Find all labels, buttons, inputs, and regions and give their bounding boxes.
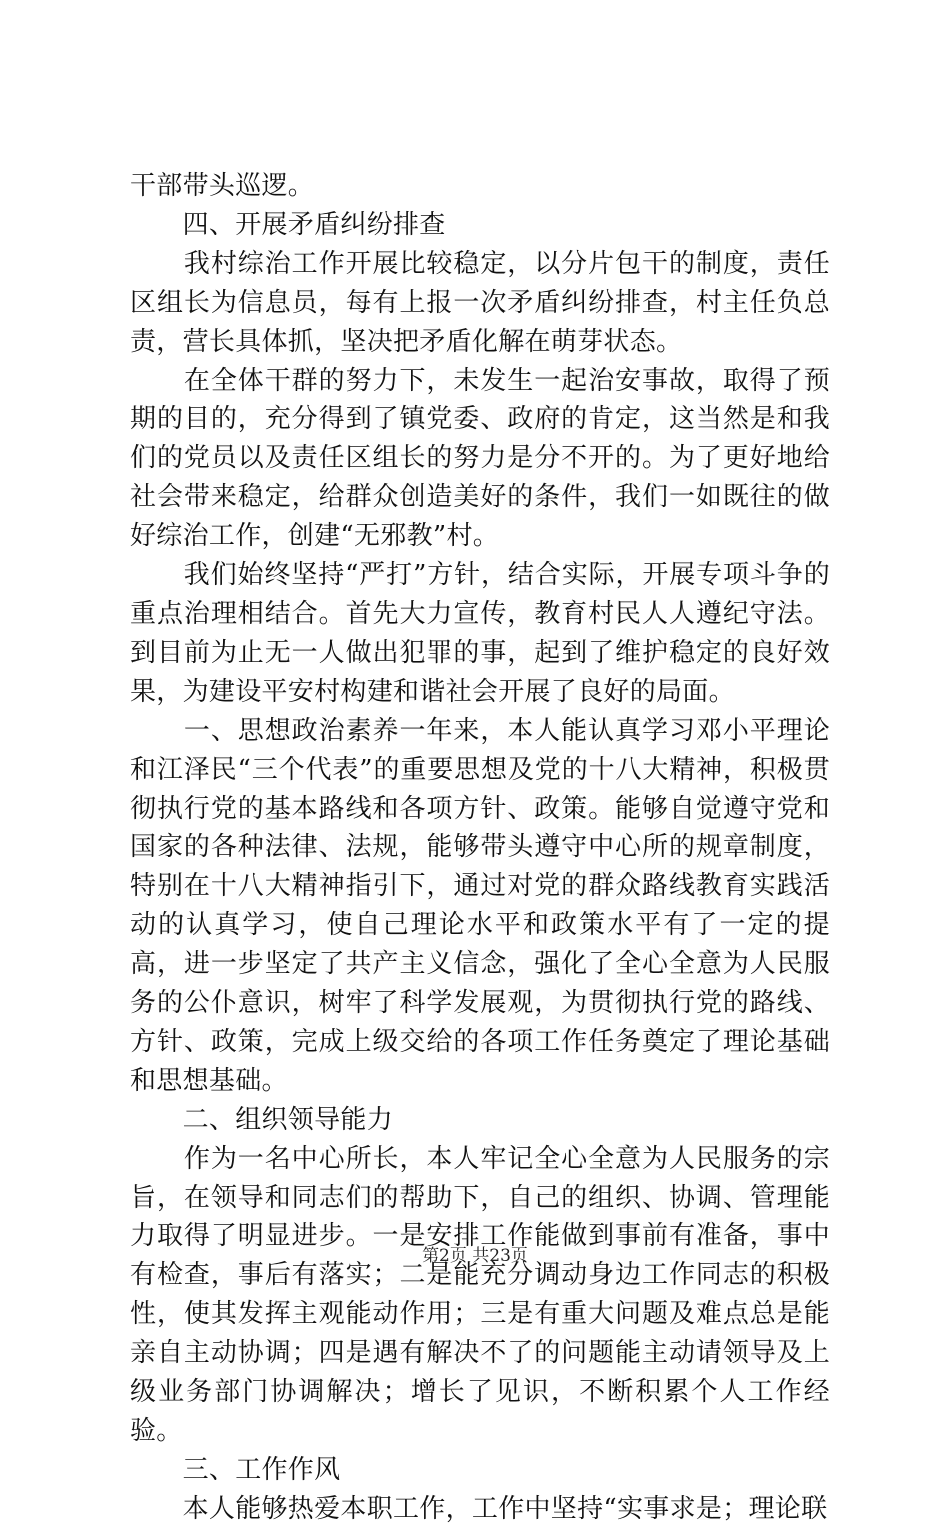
page-number-label: 第2页 共23页 [422,1246,528,1266]
page-footer [0,1241,950,1266]
paragraph-1: 干部带头巡逻。 [130,171,315,201]
paragraph-3: 我村综治工作开展比较稳定，以分片包干的制度，责任区组长为信息员，每有上报一次矛盾纠纷排查，村主任负总责，营长具体抓，坚决把矛盾化解在萌芽状态。 [130,248,830,357]
heading-section-3: 三、工作作风 [130,1454,341,1485]
paragraph-4: 在全体干群的努力下，未发生一起治安事故，取得了预期的目的，充分得到了镇党委、政府的肯定，这当然是和我们的党员以及责任区组长的努力是分不开的。为了更好地给社会带来稳定，给群众创造美好的条件，我们一如既往的做好综治工作，创建“无邪教”村。 [130,365,830,552]
paragraph-6: 一、思想政治素养一年来，本人能认真学习邓小平理论和江泽民“三个代表”的重要思想及党的十八大精神，积极贯彻执行党的基本路线和各项方针、政策。能够自觉遵守党和国家的各种法律、法规，能够带头遵守中心所的规章制度，特别在十八大精神指引下，通过对党的群众路线教育实践活动的认真学习，使自己理论水平和政策水平有了一定的提高，进一步坚定了共产主义信念，强化了全心全意为人民服务的公仆意识，树牢了科学发展观，为贯彻执行党的路线、方针、政策，完成上级交给的各项工作任务奠定了理论基础和思想基础。 [130,715,830,1096]
heading-section-2: 二、组织领导能力 [130,1104,394,1135]
paragraph-8: 作为一名中心所长，本人牢记全心全意为人民服务的宗旨，在领导和同志们的帮助下，自己的组织、协调、管理能力取得了明显进步。一是安排工作能做到事前有准备，事中有检查，事后有落实；二是能充分调动身边工作同志的积极性，使其发挥主观能动作用；三是有重大问题及难点总是能亲自主动协调；四是遇有解决不了的问题能主动请领导及上级业务部门协调解决；增长了见识，不断积累个人工作经验。 [130,1143,830,1446]
heading-section-4: 四、开展矛盾纠纷排查 [130,209,446,240]
document-body [130,167,830,1529]
paragraph-10: 本人能够热爱本职工作，工作中坚持“实事求是；理论联 [130,1493,828,1524]
paragraph-5: 我们始终坚持“严打”方针，结合实际，开展专项斗争的重点治理相结合。首先大力宣传，教育村民人人遵纪守法。到目前为止无一人做出犯罪的事，起到了维护稳定的良好效果，为建设平安村构建和谐社会开展了良好的局面。 [130,560,830,707]
